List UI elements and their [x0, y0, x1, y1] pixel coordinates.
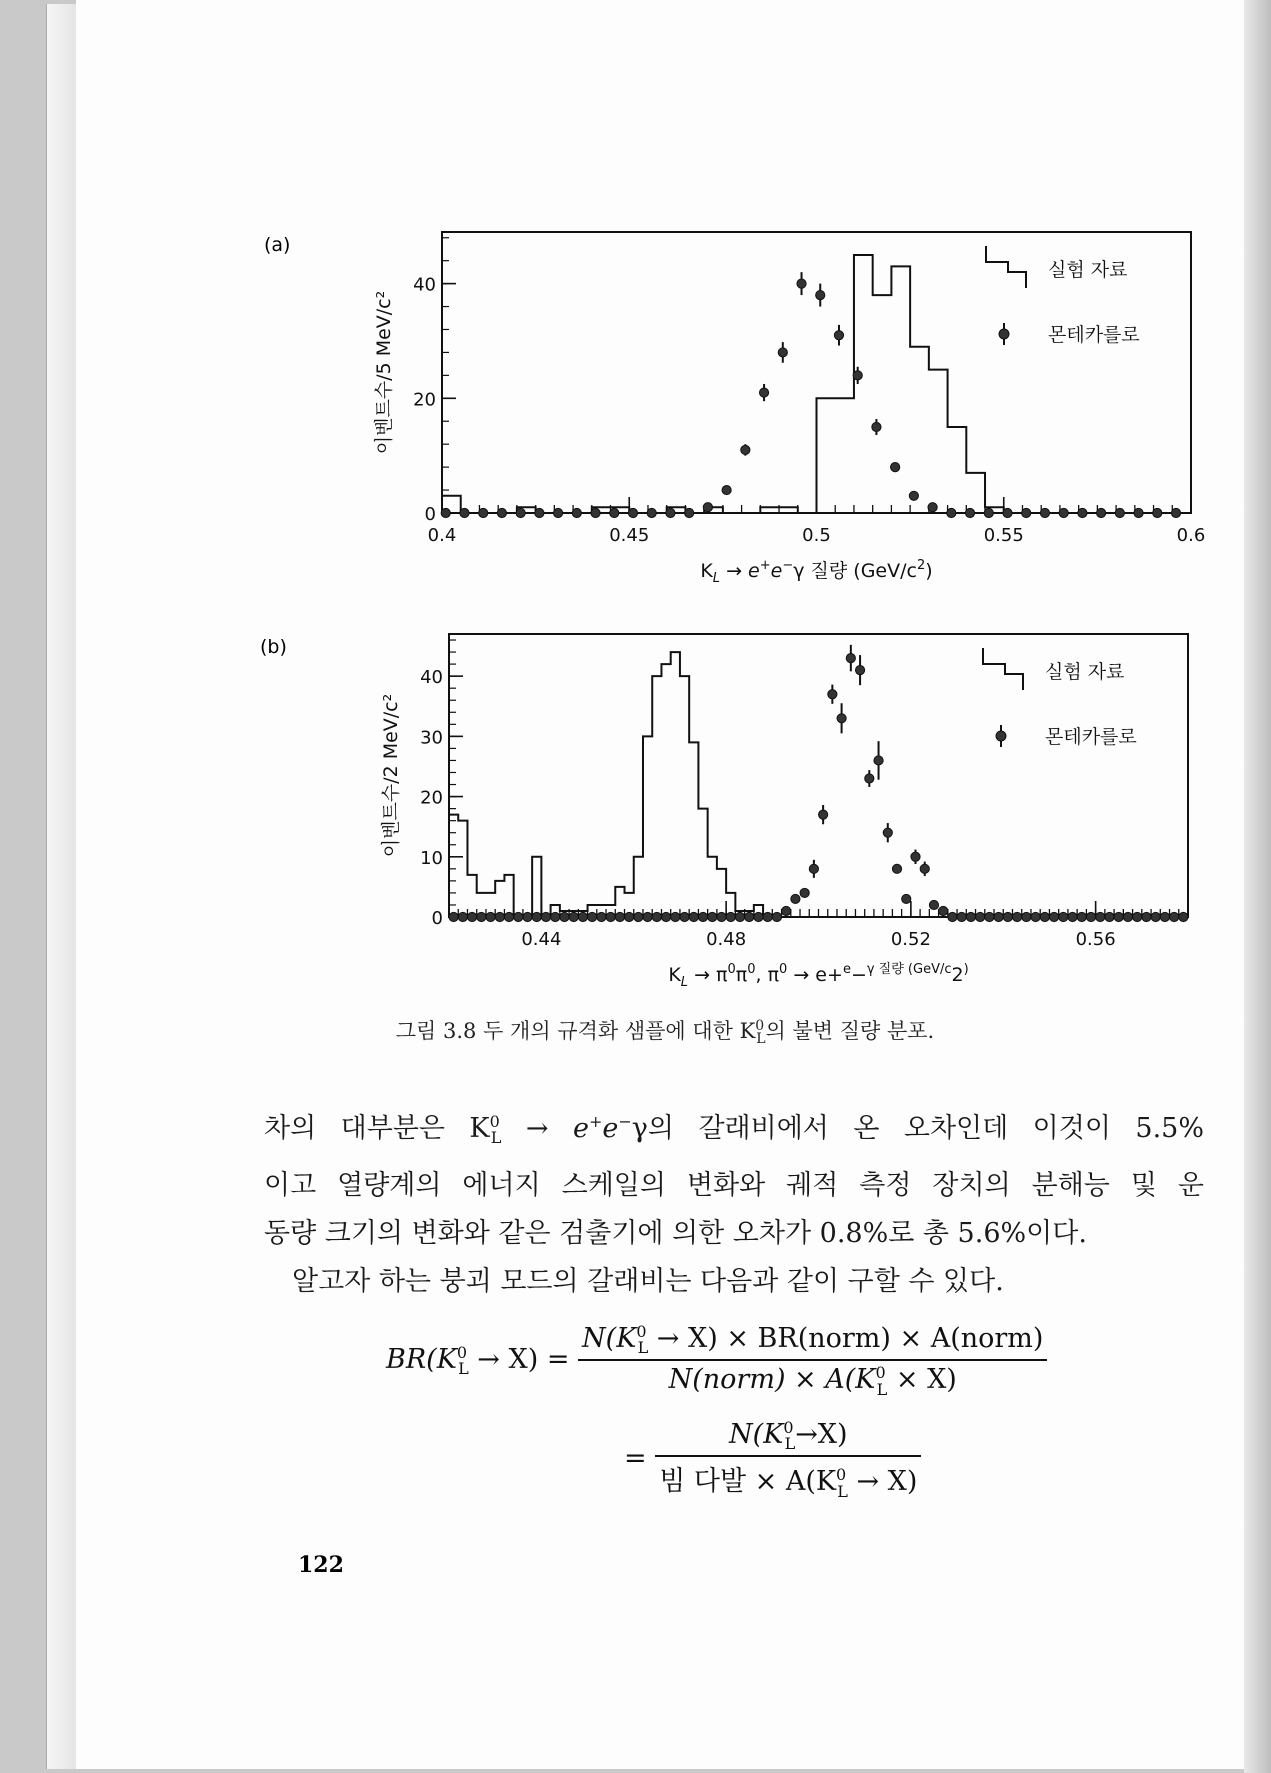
- mc-point: [892, 864, 901, 873]
- mc-point: [1049, 912, 1058, 921]
- mc-point: [754, 912, 763, 921]
- x-tick-label: 0.56: [1075, 929, 1116, 950]
- mc-point: [797, 279, 806, 288]
- x-tick-label: 0.5: [802, 525, 831, 546]
- caption-text-2: 의 불변 질량 분포.: [765, 1019, 935, 1043]
- mc-point: [902, 894, 911, 903]
- mc-point: [929, 900, 938, 909]
- x-tick-label: 0.52: [890, 929, 931, 950]
- mc-point: [1040, 912, 1049, 921]
- mc-point: [837, 714, 846, 723]
- body-text: [264, 1098, 1204, 1306]
- paragraph-line-4: 알고자 하는 붕괴 모드의 갈래비는 다음과 같이 구할 수 있다.: [292, 1266, 1004, 1298]
- eq-den1: N(norm) × A(K: [668, 1364, 876, 1396]
- mc-point: [467, 912, 476, 921]
- mc-point: [532, 912, 541, 921]
- eq-den2-tail: → X): [847, 1466, 918, 1498]
- mc-point: [855, 666, 864, 675]
- caption-text-1: 그림 3.8 두 개의 규격화 샘플에 대한 K: [395, 1019, 756, 1043]
- mc-point: [1086, 912, 1095, 921]
- y-tick-label: 40: [413, 274, 436, 296]
- line1-sup2: +: [588, 1112, 603, 1131]
- legend-label-mc: 몬테카를로: [1048, 324, 1140, 346]
- mc-point: [920, 864, 929, 873]
- equation-2: [624, 1418, 921, 1501]
- mc-point: [1022, 508, 1031, 517]
- histogram-data: [449, 652, 819, 917]
- mc-point: [745, 912, 754, 921]
- x-axis-label: $K_L \to \pi^0\pi^0$, $\pi^0 \to e+^e-^{\gamma 질량 (GeV/c}2^)$: [668, 962, 969, 990]
- mc-point: [588, 912, 597, 921]
- mc-point: [495, 912, 504, 921]
- mc-point: [763, 912, 772, 921]
- mc-point: [628, 508, 637, 517]
- caption-sup: 0: [755, 1018, 765, 1034]
- mc-point: [965, 508, 974, 517]
- mc-point: [883, 828, 892, 837]
- mc-point: [1068, 912, 1077, 921]
- mc-point: [1115, 508, 1124, 517]
- mc-point: [1133, 912, 1142, 921]
- mc-point: [703, 503, 712, 512]
- mc-point: [1059, 912, 1068, 921]
- mc-point: [569, 912, 578, 921]
- x-tick-label: 0.55: [983, 525, 1024, 546]
- eq2-equals: =: [624, 1442, 647, 1474]
- y-tick-label: 0: [431, 908, 443, 929]
- eq-num1-tail: → X) × BR(norm) × A(norm): [648, 1323, 1044, 1354]
- mc-point: [828, 690, 837, 699]
- mc-point: [666, 508, 675, 517]
- mc-point: [541, 912, 550, 921]
- mc-point: [759, 388, 768, 397]
- equation-1: $BR(K^0_L \to X)$ = $\frac{N(K^0_L \to X) \times BR(norm) \times A(norm)}{N(norm) \times A(K^0_L \times X)}$: [386, 1322, 1047, 1399]
- mc-point: [735, 912, 744, 921]
- line1-sup: 0: [489, 1112, 500, 1131]
- mc-point: [846, 653, 855, 662]
- mc-point: [726, 912, 735, 921]
- mc-point: [928, 503, 937, 512]
- mc-point: [772, 912, 781, 921]
- y-axis-label: 이벤트수/2 MeV/c²: [380, 693, 402, 858]
- mc-point: [1031, 912, 1040, 921]
- chart-a: [76, 220, 1254, 620]
- line1-d: γ의 갈래비에서 온 오차인데 이것이 5.5%: [631, 1113, 1204, 1144]
- y-tick-label: 30: [420, 727, 443, 749]
- mc-point: [578, 912, 587, 921]
- mc-point: [1078, 508, 1087, 517]
- mc-point: [1160, 912, 1169, 921]
- mc-point: [819, 810, 828, 819]
- line1-sup3: −: [618, 1112, 632, 1131]
- y-tick-label: 20: [413, 389, 436, 411]
- mc-point: [947, 508, 956, 517]
- mc-point: [1077, 912, 1086, 921]
- mc-point: [874, 756, 883, 765]
- chart-b: [76, 620, 1254, 1020]
- mc-point: [625, 912, 634, 921]
- mc-point: [661, 912, 670, 921]
- x-tick-label: 0.45: [609, 525, 650, 546]
- mc-point: [782, 906, 791, 915]
- mc-point: [460, 508, 469, 517]
- mc-point: [1142, 912, 1151, 921]
- mc-point: [778, 348, 787, 357]
- y-tick-label: 40: [420, 667, 443, 689]
- mc-point: [560, 912, 569, 921]
- mc-point: [685, 508, 694, 517]
- mc-point: [572, 508, 581, 517]
- line1-c: e: [602, 1113, 619, 1144]
- figure-caption: [76, 1015, 1254, 1047]
- line1-a: 차의 대부분은 K: [264, 1113, 490, 1144]
- mc-point: [909, 491, 918, 500]
- mc-point: [698, 912, 707, 921]
- mc-point: [1013, 912, 1022, 921]
- mc-point: [800, 888, 809, 897]
- eq-num2-tail: →X): [795, 1419, 848, 1450]
- mc-point: [497, 508, 506, 517]
- legend-histogram-symbol: [986, 246, 1026, 288]
- eq-num1: N(K: [582, 1323, 637, 1354]
- eq-frac-1: $\frac{N(K^0_L \to X) \times BR(norm) \times A(norm)}{N(norm) \times A(K^0_L \times X)}$: [578, 1322, 1047, 1399]
- mc-point: [717, 912, 726, 921]
- mc-point: [1153, 508, 1162, 517]
- mc-point: [872, 422, 881, 431]
- mc-point: [647, 508, 656, 517]
- legend-label-data: 실험 자료: [1045, 661, 1125, 683]
- mc-point: [722, 485, 731, 494]
- mc-point: [1179, 912, 1188, 921]
- mc-point: [809, 864, 818, 873]
- mc-point: [535, 508, 544, 517]
- mc-point: [1003, 508, 1012, 517]
- y-tick-label: 20: [420, 787, 443, 809]
- legend-label-data: 실험 자료: [1048, 259, 1128, 281]
- paragraph-line-1: [264, 1098, 1204, 1162]
- mc-point: [1114, 912, 1123, 921]
- mc-point: [865, 774, 874, 783]
- mc-point: [514, 912, 523, 921]
- mc-point: [853, 371, 862, 380]
- mc-point: [816, 290, 825, 299]
- mc-point: [680, 912, 689, 921]
- mc-point: [1171, 508, 1180, 517]
- page-edge: [1244, 0, 1271, 1773]
- mc-point: [504, 912, 513, 921]
- mc-point: [551, 912, 560, 921]
- x-tick-label: 0.44: [521, 929, 562, 950]
- mc-point: [1003, 912, 1012, 921]
- panel-label-b: (b): [260, 636, 287, 658]
- book-page: [76, 0, 1254, 1769]
- mc-point: [1123, 912, 1132, 921]
- mc-point: [652, 912, 661, 921]
- line1-sub: L: [490, 1128, 502, 1148]
- mc-point: [708, 912, 717, 921]
- eq-den2: 빔 다발 × A(K: [659, 1466, 837, 1498]
- mc-point: [791, 894, 800, 903]
- y-tick-label: 10: [420, 847, 443, 869]
- mc-point: [441, 508, 450, 517]
- legend-histogram-symbol: [983, 648, 1023, 690]
- mc-point: [523, 912, 532, 921]
- mc-point: [671, 912, 680, 921]
- mc-point: [984, 508, 993, 517]
- mc-point: [994, 912, 1003, 921]
- mc-point: [891, 463, 900, 472]
- mc-point: [1105, 912, 1114, 921]
- legend-label-mc: 몬테카를로: [1045, 726, 1137, 748]
- eq-lhs-tail: → X) =: [468, 1343, 570, 1375]
- mc-point: [741, 445, 750, 454]
- mc-point: [479, 508, 488, 517]
- mc-point: [966, 912, 975, 921]
- mc-point: [1059, 508, 1068, 517]
- mc-point: [634, 912, 643, 921]
- mc-point: [486, 912, 495, 921]
- x-tick-label: 0.6: [1176, 525, 1206, 546]
- mc-point: [1022, 912, 1031, 921]
- legend-mc-symbol: [996, 731, 1006, 741]
- mc-point: [948, 912, 957, 921]
- x-tick-label: 0.4: [427, 525, 457, 546]
- x-tick-label: 0.48: [706, 929, 747, 950]
- mc-point: [477, 912, 486, 921]
- line1-b: → e: [501, 1113, 589, 1144]
- mc-point: [1170, 912, 1179, 921]
- y-tick-label: 0: [424, 504, 436, 525]
- mc-point: [957, 912, 966, 921]
- mc-point: [976, 912, 985, 921]
- mc-point: [1134, 508, 1143, 517]
- page-spine: [46, 4, 77, 1769]
- mc-point: [1151, 912, 1160, 921]
- mc-point: [516, 508, 525, 517]
- paragraph-line-2: 이고 열량계의 에너지 스케일의 변화와 궤적 측정 장치의 분해능 및 운: [264, 1170, 1204, 1202]
- mc-point: [591, 508, 600, 517]
- mc-point: [615, 912, 624, 921]
- mc-point: [606, 912, 615, 921]
- legend-mc-symbol: [999, 329, 1009, 339]
- mc-point: [597, 912, 606, 921]
- mc-point: [458, 912, 467, 921]
- y-axis-label: 이벤트수/5 MeV/c²: [373, 290, 395, 455]
- mc-point: [911, 852, 920, 861]
- mc-point: [689, 912, 698, 921]
- mc-point: [939, 906, 948, 915]
- mc-point: [834, 331, 843, 340]
- eq-den1-tail: × X): [887, 1364, 957, 1396]
- paragraph-line-3: 동량 크기의 변화와 같은 검출기에 의한 오차가 0.8%로 총 5.6%이다.: [264, 1218, 1087, 1250]
- caption-sub: L: [756, 1031, 766, 1048]
- mc-point: [1040, 508, 1049, 517]
- mc-point: [1096, 912, 1105, 921]
- x-axis-label: $K_L \to e^+e^-\gamma$ 질량 $(GeV/c^2)$: [700, 558, 933, 586]
- mc-point: [610, 508, 619, 517]
- eq-lhs: BR(K: [386, 1343, 457, 1375]
- mc-point: [643, 912, 652, 921]
- panel-label-a: (a): [264, 234, 291, 256]
- mc-point: [985, 912, 994, 921]
- mc-point: [1097, 508, 1106, 517]
- mc-point: [553, 508, 562, 517]
- page-number: 122: [298, 1552, 344, 1578]
- eq-frac-2: $\frac{N(K^0_L\to X)}{빔 다발 \times A(K^0_L \to X)}$: [655, 1418, 921, 1501]
- mc-point: [449, 912, 458, 921]
- eq-num2: N(K: [729, 1419, 784, 1450]
